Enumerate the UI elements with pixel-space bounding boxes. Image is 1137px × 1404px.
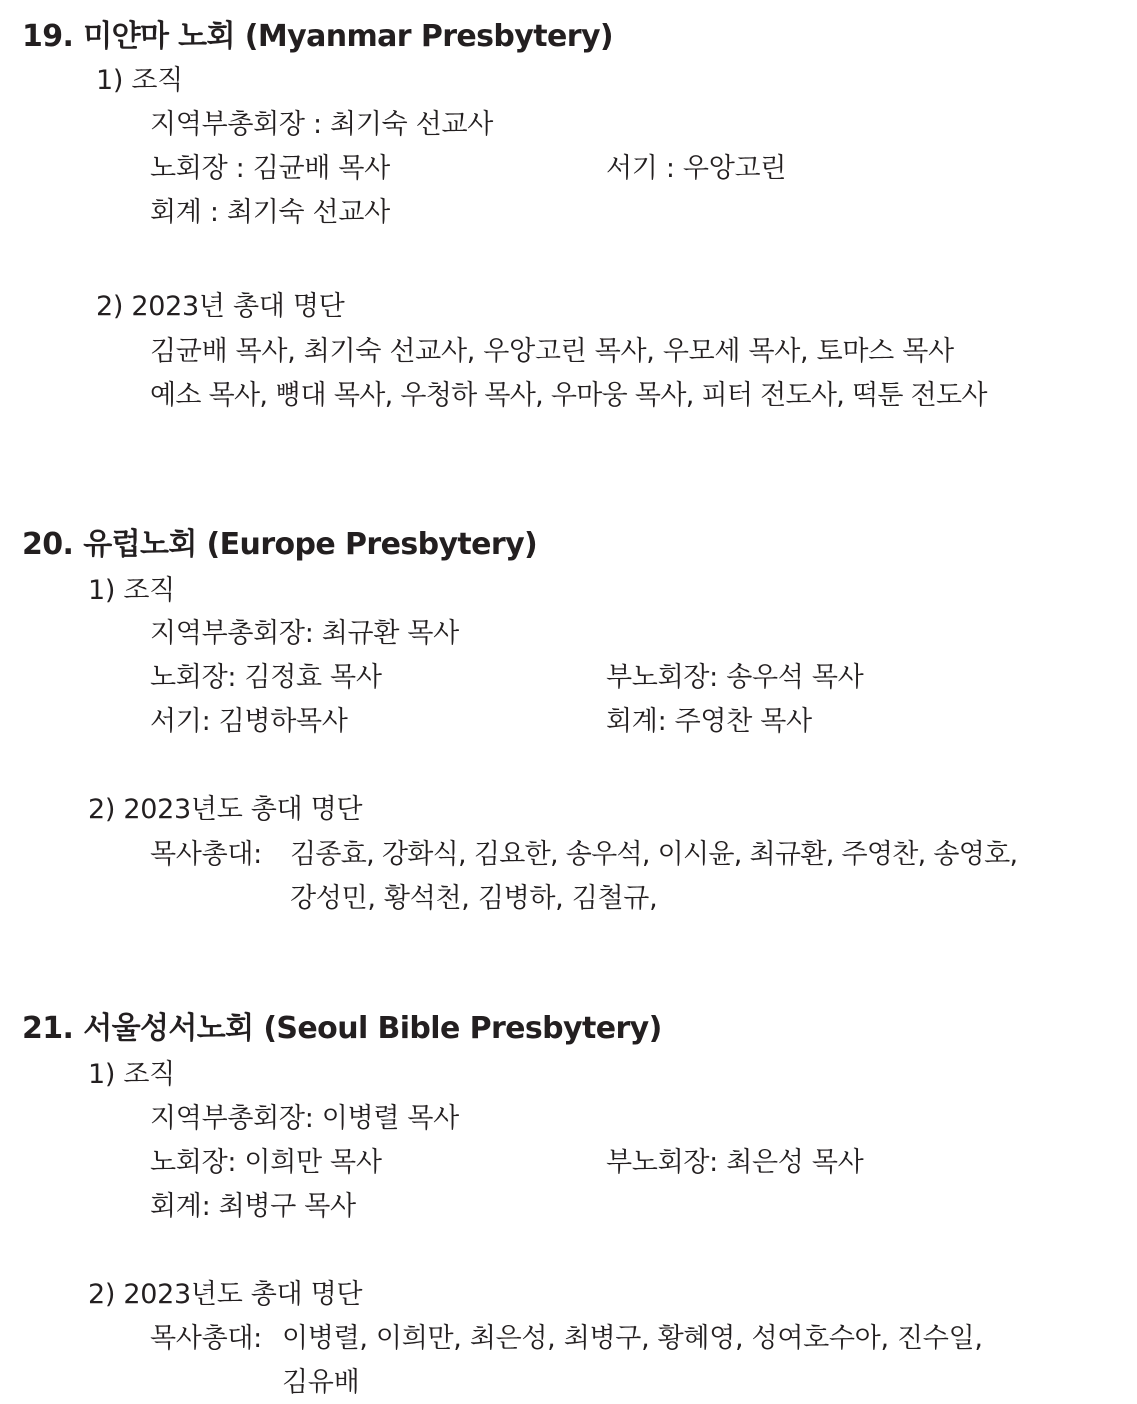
vice-moderator: 부노회장: 송우석 목사	[606, 662, 864, 693]
delegates-label: 2) 2023년도 총대 명단	[88, 794, 363, 825]
delegates-line: 김균배 목사, 최기숙 선교사, 우앙고린 목사, 우모세 목사, 토마스 목사	[150, 336, 954, 367]
regional-vice-president: 지역부총회장: 최규환 목사	[150, 618, 459, 649]
delegates-line: 김종효, 강화식, 김요한, 송우석, 이시윤, 최규환, 주영찬, 송영호,	[290, 839, 1018, 870]
vice-moderator: 부노회장: 최은성 목사	[606, 1147, 864, 1178]
delegates-label: 2) 2023년 총대 명단	[96, 291, 345, 322]
moderator: 노회장 : 김균배 목사	[150, 153, 390, 184]
delegates-line: 이병렬, 이희만, 최은성, 최병구, 황혜영, 성여호수아, 진수일,	[282, 1323, 983, 1354]
delegates-label: 2) 2023년도 총대 명단	[88, 1279, 363, 1310]
secretary: 서기: 김병하목사	[150, 706, 348, 737]
treasurer: 회계 : 최기숙 선교사	[150, 197, 390, 228]
regional-vice-president: 지역부총회장 : 최기숙 선교사	[150, 109, 494, 140]
organization-label: 1) 조직	[96, 65, 183, 96]
section-title: 20. 유럽노회 (Europe Presbytery)	[22, 527, 538, 562]
treasurer: 회계: 주영찬 목사	[606, 706, 812, 737]
section-title: 21. 서울성서노회 (Seoul Bible Presbytery)	[22, 1011, 662, 1046]
treasurer: 회계: 최병구 목사	[150, 1191, 356, 1222]
pastor-delegates-label: 목사총대:	[150, 839, 262, 870]
pastor-delegates-label: 목사총대:	[150, 1323, 262, 1354]
regional-vice-president: 지역부총회장: 이병렬 목사	[150, 1103, 459, 1134]
delegates-line: 김유배	[282, 1367, 360, 1398]
moderator: 노회장: 김정효 목사	[150, 662, 382, 693]
secretary: 서기 : 우앙고린	[606, 153, 787, 184]
section-title: 19. 미얀마 노회 (Myanmar Presbytery)	[22, 19, 614, 54]
delegates-line: 강성민, 황석천, 김병하, 김철규,	[290, 883, 658, 914]
organization-label: 1) 조직	[88, 575, 175, 606]
moderator: 노회장: 이희만 목사	[150, 1147, 382, 1178]
delegates-line: 예소 목사, 뼝대 목사, 우청하 목사, 우마웅 목사, 피터 전도사, 떡툰 전도사	[150, 380, 987, 411]
organization-label: 1) 조직	[88, 1059, 175, 1090]
